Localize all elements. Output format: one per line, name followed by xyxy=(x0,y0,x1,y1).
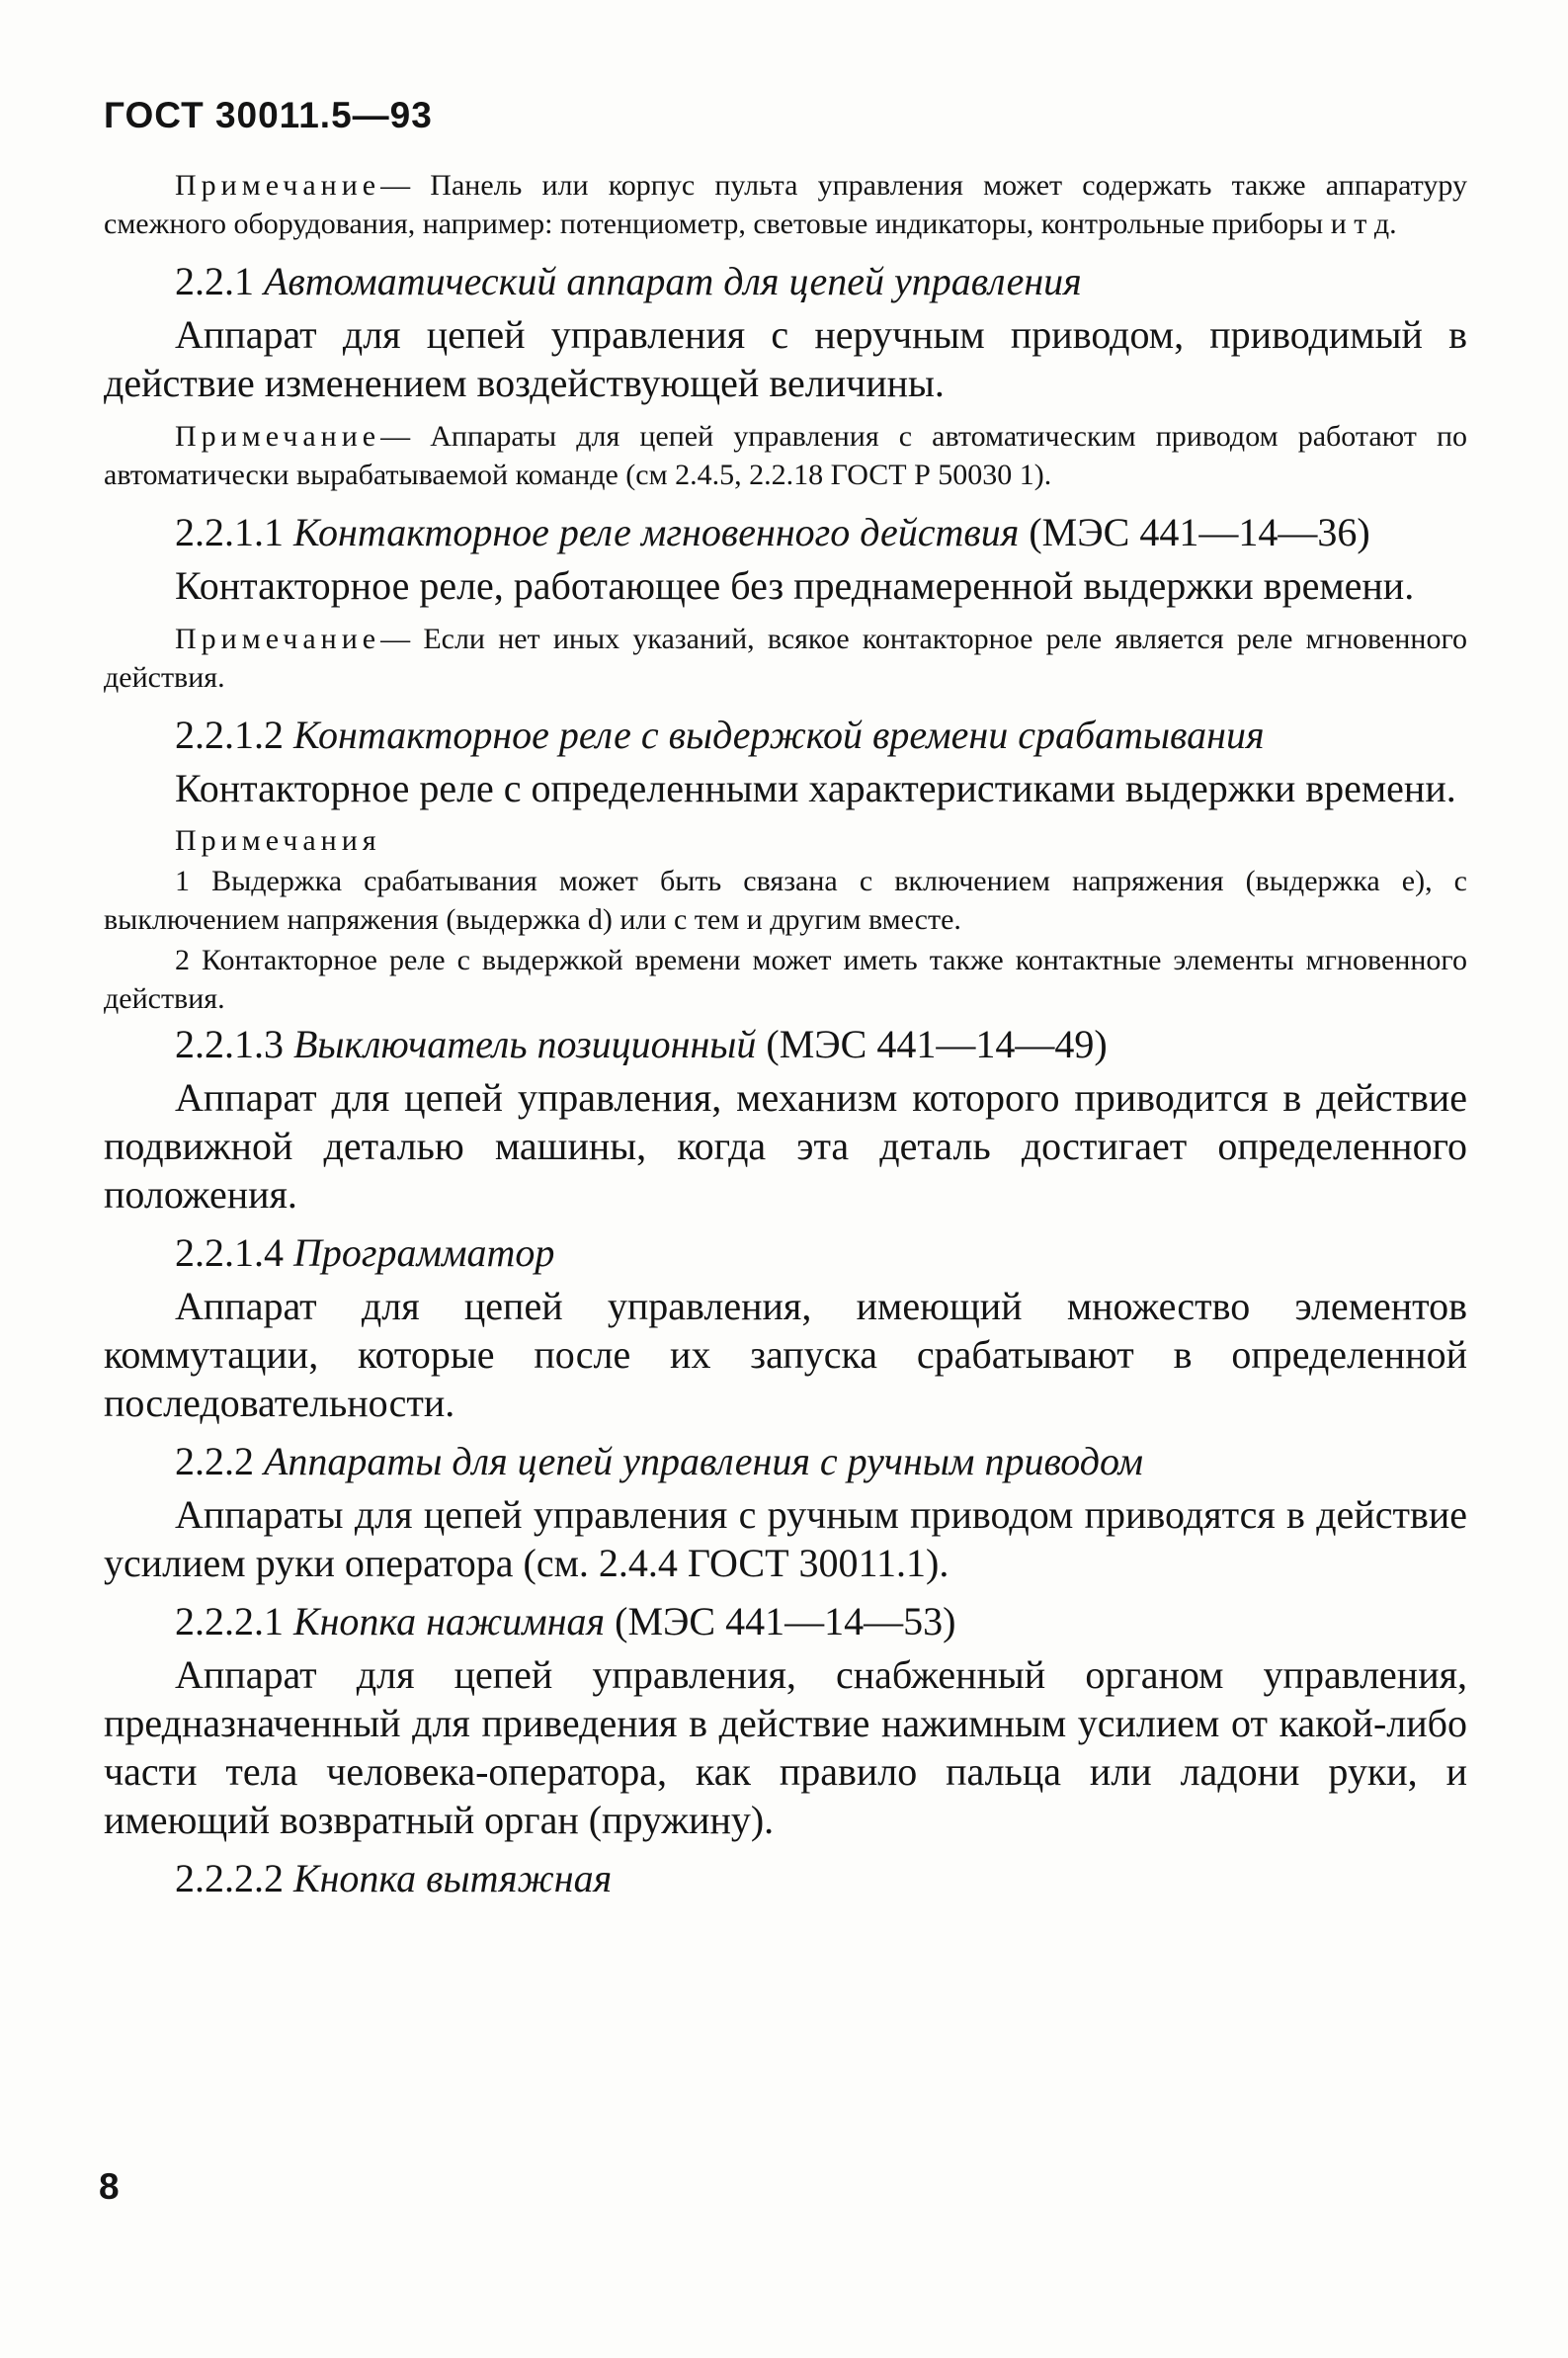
document-body xyxy=(104,166,1467,1907)
section-2-2-2 xyxy=(104,1437,1467,1587)
term-reference: (МЭС 441—14—36) xyxy=(1029,510,1370,554)
term-name: Программатор xyxy=(293,1230,555,1275)
term-number: 2.2.1 xyxy=(175,259,254,303)
term-name: Аппараты для цепей управления с ручным приводом xyxy=(264,1439,1143,1483)
term-definition: Контакторное реле, работающее без преднамеренной выдержки времени. xyxy=(175,563,1415,608)
term-name: Кнопка нажимная xyxy=(293,1599,606,1643)
note-text: — Панель или корпус пульта управления может содержать также аппаратуру смежного оборудования, например: потенциометр, световые индикаторы, контрольные приборы и т д. xyxy=(104,169,1467,240)
note-label: Примечание xyxy=(175,623,381,655)
term-note xyxy=(104,620,1467,697)
section-2-2-2-1 xyxy=(104,1597,1467,1844)
term-name: Контакторное реле мгновенного действия xyxy=(293,510,1020,554)
term-name: Автоматический аппарат для цепей управления xyxy=(264,259,1082,303)
note-label: Примечание xyxy=(175,420,381,453)
term-definition: Аппарат для цепей управления, снабженный органом управления, предназначенный для приведения в действие нажимным усилием от какой-либо части тела человека-оператора, как правило пальца или ладони руки, и имеющий возвратный орган (пружину). xyxy=(104,1652,1467,1842)
term-heading xyxy=(104,711,1467,760)
term-number: 2.2.1.4 xyxy=(175,1230,284,1275)
note-text: — Если нет иных указаний, всякое контакторное реле является реле мгновенного действия. xyxy=(104,623,1467,694)
term-definition: Аппараты для цепей управления с ручным приводом приводятся в действие усилием руки оператора (см. 2.4.4 ГОСТ 30011.1). xyxy=(104,1492,1467,1585)
document-header: ГОСТ 30011.5—93 xyxy=(104,95,433,135)
section-2-2-1-1 xyxy=(104,508,1467,697)
term-name: Кнопка вытяжная xyxy=(293,1856,613,1900)
term-name: Выключатель позиционный xyxy=(293,1022,757,1066)
section-2-2-1-4 xyxy=(104,1228,1467,1427)
term-heading xyxy=(104,257,1467,306)
term-definition: Аппарат для цепей управления, имеющий множество элементов коммутации, которые после их запуска срабатывают в определенной последовательности. xyxy=(104,1284,1467,1425)
notes-label: Примечания xyxy=(175,824,381,857)
term-definition: Контакторное реле с определенными характеристиками выдержки времени. xyxy=(175,766,1456,810)
term-number: 2.2.2.1 xyxy=(175,1599,284,1643)
term-name: Контакторное реле с выдержкой времени срабатывания xyxy=(293,713,1265,757)
section-2-2-1-2 xyxy=(104,711,1467,1018)
term-heading xyxy=(104,1597,1467,1646)
term-number: 2.2.1.3 xyxy=(175,1022,284,1066)
term-definition: Аппарат для цепей управления с неручным приводом, приводимый в действие изменением воздействующей величины. xyxy=(104,312,1467,405)
note-item: 2 Контакторное реле с выдержкой времени может иметь также контактные элементы мгновенного действия. xyxy=(104,944,1467,1015)
term-definition: Аппарат для цепей управления, механизм которого приводится в действие подвижной деталью машины, когда эта деталь достигает определенного положения. xyxy=(104,1075,1467,1217)
term-note xyxy=(104,417,1467,494)
term-heading xyxy=(104,1437,1467,1486)
term-reference: (МЭС 441—14—49) xyxy=(766,1022,1108,1066)
intro-note xyxy=(104,166,1467,243)
note-text: — Аппараты для цепей управления с автоматическим приводом работают по автоматически вырабатываемой команде (см 2.4.5, 2.2.18 ГОСТ Р 50030 1). xyxy=(104,420,1467,491)
section-2-2-1 xyxy=(104,257,1467,494)
page-number: 8 xyxy=(99,2166,120,2207)
section-2-2-1-3 xyxy=(104,1020,1467,1219)
note-label: Примечание xyxy=(175,169,381,202)
term-number: 2.2.1.2 xyxy=(175,713,284,757)
term-heading xyxy=(104,1020,1467,1069)
term-reference: (МЭС 441—14—53) xyxy=(615,1599,956,1643)
term-number: 2.2.2 xyxy=(175,1439,254,1483)
section-2-2-2-2 xyxy=(104,1854,1467,1903)
note-item: 1 Выдержка срабатывания может быть связана с включением напряжения (выдержка е), с выключением напряжения (выдержка d) или с тем и другим вместе. xyxy=(104,865,1467,936)
term-heading xyxy=(104,508,1467,557)
term-heading xyxy=(104,1228,1467,1278)
term-heading xyxy=(104,1854,1467,1903)
term-number: 2.2.2.2 xyxy=(175,1856,284,1900)
term-number: 2.2.1.1 xyxy=(175,510,284,554)
